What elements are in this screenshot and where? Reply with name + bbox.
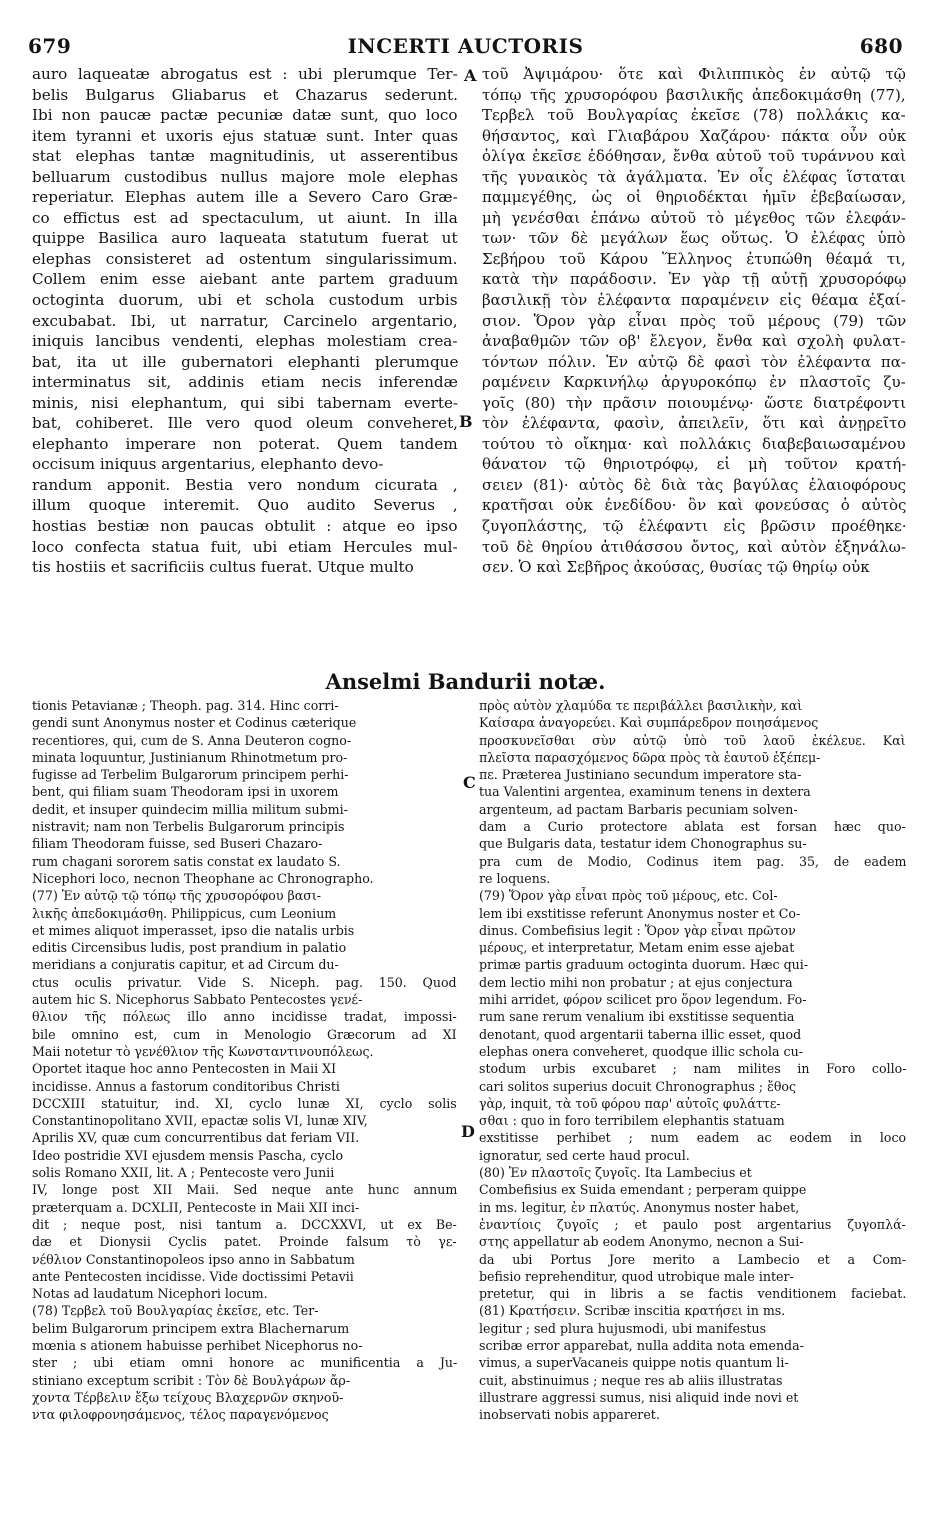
text-line: hostias bestiæ non paucas obtulit : atque eo ipso	[32, 517, 458, 536]
text-line: θήσαντος, καὶ Γλιαβάρου Χαζάρου· πάκτα οὖν οὐκ	[482, 126, 906, 145]
text-line: occisum iniquus argentarius, elephanto devo-	[32, 455, 384, 474]
text-line: octoginta duorum, ubi et schola custodum urbis	[32, 291, 458, 310]
text-line: elephanto imperare non poterat. Quem tandem	[32, 434, 458, 453]
text-line: πρὸς αὐτὸν χλαμύδα τε περιβάλλει βασιλικὴν, καὶ	[479, 698, 803, 713]
text-line: ante Pentecosten incidisse. Vide doctissimi Petavii	[32, 1268, 354, 1284]
text-line: autem hic S. Nicephorus Sabbato Pentecostes γενέ-	[32, 992, 363, 1008]
margin-letter-d: D	[461, 1122, 475, 1141]
text-line: σιον. Ὅρον γὰρ εἶναι πρὸς τοῦ μέρους (79) τῶν	[482, 311, 906, 330]
text-line: Ideo postridie XVI ejusdem mensis Pascha, cyclo	[32, 1147, 344, 1163]
text-line: ραμένειν Καρκινήλῳ ἀργυροκόπῳ ἐν πλαστοῖς ζυ-	[482, 373, 906, 392]
text-line: rum sane rerum venalium ibi exstitisse sequentia	[479, 1009, 795, 1025]
text-line: pretetur, qui in libris a se factis venditionem faciebat.	[479, 1286, 906, 1302]
text-line: denotant, quod argentarii taberna illic esset, quod	[479, 1026, 802, 1042]
text-line: πλεῖστα παρασχόμενος δῶρα πρὸς τὰ ἑαυτοῦ ἐξέπεμ-	[479, 749, 821, 765]
text-line: (81) Κρατήσειν. Scribæ inscitia κρατήσει in ms.	[479, 1303, 786, 1319]
text-line: μὴ γενέσθαι ἐπάνω αὐτοῦ τὸ μέγεθος τῶν ἐλεφάν-	[482, 208, 906, 227]
text-line: recentiores, qui, cum de S. Anna Deuteron cogno-	[32, 732, 352, 748]
text-line: iniquis lancibus vendenti, elephas molestiam crea-	[32, 332, 458, 351]
text-line: elephas onera conveheret, quodque illic schola cu-	[479, 1043, 803, 1059]
text-line: reperiatur. Elephas autem ille a Severo Caro Græ-	[32, 188, 458, 207]
text-line: Ibi non paucæ pactæ pecuniæ datæ sunt, quo loco	[32, 106, 458, 125]
text-line: των· τῶν δὲ μεγάλων ἕως οὕτως. Ὁ ἐλέφας ὑπὸ	[482, 229, 906, 248]
text-line: ζυγοπλάστης, τῷ ἐλέφαντι εἰς βρῶσιν προέθηκε·	[482, 517, 906, 536]
text-line: τοῦ δὲ θηρίου ἀτιθάσσου ὄντος, καὶ αὐτὸν ἐξηνάλω-	[482, 537, 906, 556]
text-line: interminatus sit, addinis etiam necis inferendæ	[32, 373, 458, 392]
text-line: Aprilis XV, quæ cum concurrentibus dat feriam VII.	[32, 1130, 360, 1146]
text-line: τούτου τὸ οἴκημα· καὶ πολλάκις διαβεβαιωσαμένου	[482, 434, 906, 453]
text-line: Καίσαρα ἀναγορεύει. Καὶ συμπάρεδρον ποιησάμενος	[479, 715, 819, 731]
text-line: dedit, et insuper quindecim millia militum submi-	[32, 801, 348, 817]
text-line: Notas ad laudatum Nicephori locum.	[32, 1286, 268, 1302]
text-line: τῆς γυναικὸς τὰ ἀγάλματα. Ἐν οἷς ἐλέφας ἵσταται	[482, 167, 906, 186]
text-line: (77) Ἐν αὐτῷ τῷ τόπῳ τῆς χρυσορόφου βασι-	[32, 888, 322, 904]
latin-translation-column	[32, 64, 458, 578]
greek-text-column	[482, 64, 906, 578]
text-line: scribæ error apparebat, nulla addita nota emenda-	[479, 1337, 804, 1353]
text-line: et mimes aliquot imperasset, ipso die natalis urbis	[32, 922, 355, 938]
text-line: IV, longe post XII Maii. Sed neque ante hunc annum	[32, 1182, 457, 1198]
text-line: Constantinopolitano XVII, epactæ solis VI, lunæ XIV,	[32, 1113, 368, 1129]
text-line: befisio reprehenditur, quod utrobique male inter-	[479, 1268, 794, 1284]
text-line: στης appellatur ab eodem Anonymo, necnon a Sui-	[479, 1234, 804, 1250]
text-line: λικῆς ἀπεδοκιμάσθη. Philippicus, cum Leonium	[32, 905, 337, 921]
text-line: tua Valentini argentea, examinum tenens in dextera	[479, 784, 811, 800]
margin-letter-a: A	[464, 66, 477, 85]
running-title: INCERTI AUCTORIS	[347, 34, 584, 58]
text-line: quippe Basilica auro laqueata statutum fuerat ut	[32, 229, 458, 248]
text-line: (78) Τερβελ τοῦ Βουλγαρίας ἐκεῖσε, etc. Ter-	[32, 1303, 319, 1319]
text-line: ignoratur, sed certe haud procul.	[479, 1147, 690, 1163]
text-line: ἀναβαθμῶν τῶν οβ' ἔλεγον, ἔνθα καὶ σχολὴ φυλατ-	[482, 332, 906, 351]
text-line: item tyranni et uxoris ejus statuæ sunt. Inter quas	[32, 126, 458, 145]
text-line: κατὰ τὴν παράδοσιν. Ἐν γὰρ τῇ αὐτῇ χρυσορόφῳ	[482, 270, 906, 289]
text-line: bat, cohiberet. Ille vero quod oleum conveheret,	[32, 414, 458, 433]
text-line: solis Romano XXII, lit. A ; Pentecoste vero Junii	[32, 1165, 335, 1181]
text-line: ctus oculis privatur. Vide S. Niceph. pag. 150. Quod	[32, 974, 457, 990]
text-line: lem ibi exstitisse referunt Anonymus noster et Co-	[479, 905, 801, 921]
text-line: dem lectio mihi non probatur ; at ejus conjectura	[479, 974, 793, 990]
text-line: tis hostiis et sacrificiis cultus fuerat. Utque multo	[32, 558, 414, 577]
text-line: dinus. Combefisius legit : Ὅρον γὰρ εἶναι πρῶτον	[479, 922, 796, 938]
text-line: dæ et Dionysii Cyclis patet. Proinde falsum τὸ γε-	[32, 1234, 457, 1250]
text-line: in ms. legitur, ἐν πλατύς. Anonymus noster habet,	[479, 1199, 800, 1215]
text-line: cari solitos superius docuit Chronographus ; ἔθος	[479, 1078, 797, 1094]
text-line: auro laqueatæ abrogatus est : ubi plerumque Ter-	[32, 65, 458, 83]
text-line: meridians a conjuratis capitur, et ad Circum du-	[32, 957, 339, 973]
text-line: excubabat. Ibi, ut narratur, Carcinelo argentario,	[32, 311, 458, 330]
text-line: bat, ita ut ille gubernatori elephanti plerumque	[32, 352, 458, 371]
text-line: stiniano exceptum scribit : Τὸν δὲ Βουλγάρων ἄρ-	[32, 1372, 351, 1388]
text-line: legitur ; sed plura hujusmodi, ubi manifestus	[479, 1320, 767, 1336]
text-line: re loquens.	[479, 870, 551, 886]
text-line: σεν. Ὁ καὶ Σεβῆρος ἀκούσας, θυσίας τῷ θηρίῳ οὐκ	[482, 558, 870, 577]
margin-letter-c: C	[463, 773, 476, 792]
text-line: cuit, abstinuimus ; neque res ab aliis illustratas	[479, 1372, 783, 1388]
notes-heading: Anselmi Bandurii notæ.	[325, 669, 606, 694]
text-line: (80) Ἐν πλαστοῖς ζυγοῖς. Ita Lambecius et	[479, 1165, 752, 1181]
notes-left-column	[32, 697, 457, 1423]
text-line: Τερβελ τοῦ Βουλγαρίας ἐκεῖσε (78) πολλάκις κα-	[482, 106, 906, 125]
text-line: gendi sunt Anonymus noster et Codinus cæterique	[32, 715, 357, 731]
text-line: μέρους, et interpretatur, Metam enim esse ajebat	[479, 940, 795, 956]
text-line: da ubi Portus Jore merito a Lambecio et a Com-	[479, 1251, 906, 1267]
page-number-left: 679	[28, 34, 72, 58]
text-line: προσκυνεῖσθαι σὺν αὐτῷ ὑπὸ τοῦ λαοῦ ἐκέλευε. Καὶ	[479, 732, 906, 748]
text-line: argenteum, ad pactam Barbaris pecuniam solven-	[479, 801, 798, 817]
text-line: ντα φιλοφρονησάμενος, τέλος παραγενόμενος	[32, 1407, 329, 1423]
page-number-right: 680	[859, 34, 903, 58]
notes-right-column	[479, 697, 906, 1423]
text-line: Collem enim esse aiebant ante partem graduum	[32, 270, 458, 289]
text-line: belis Bulgarus Gliabarus et Chazarus sederunt.	[32, 85, 458, 104]
text-line: belim Bulgarorum principem extra Blachernarum	[32, 1320, 350, 1336]
text-line: dit ; neque post, nisi tantum a. DCCXXVI, ut ex Be-	[32, 1216, 457, 1232]
text-line: nistravit; nam non Terbelis Bulgarorum principis	[32, 819, 345, 835]
text-line: DCCXIII statuitur, ind. XI, cyclo lunæ XI, cyclo solis	[32, 1095, 457, 1111]
text-line: filiam Theodoram fuisse, sed Buseri Chazaro-	[32, 836, 323, 852]
text-line: inobservati nobis appareret.	[479, 1407, 660, 1423]
text-line: vimus, a superVacaneis quippe notis quantum li-	[479, 1355, 789, 1371]
text-line: (79) Ὅρον γὰρ εἶναι πρὸς τοῦ μέρους, etc. Col-	[479, 888, 778, 904]
text-line: elephas consisteret ad ostentum singularissimum.	[32, 249, 458, 268]
text-line: γὰρ, inquit, τὰ τοῦ φόρου παρ' αὐτοῖς φυλάττε-	[479, 1095, 781, 1111]
text-line: πε. Præterea Justiniano secundum imperatore sta-	[479, 767, 802, 783]
text-line: primæ partis graduum octoginta duorum. Hæc qui-	[479, 957, 809, 973]
text-line: rum chagani sororem satis constat ex laudato S.	[32, 853, 341, 869]
text-line: βασιλικῇ τὸν ἐλέφαντα παραμένειν εἰς θέαμα ἐξαί-	[482, 291, 906, 310]
text-line: Combefisius ex Suida emendant ; perperam quippe	[479, 1182, 807, 1198]
text-line: incidisse. Annus a fastorum conditoribus Christi	[32, 1078, 340, 1094]
text-line: tionis Petavianæ ; Theoph. pag. 314. Hinc corri-	[32, 698, 339, 713]
text-line: randum apponit. Bestia vero nondum cicurata ,	[32, 475, 458, 494]
text-line: νέθλιον Constantinopoleos ipso anno in Sabbatum	[32, 1251, 355, 1267]
text-line: exstitisse perhibet ; num eadem ac eodem in loco	[479, 1130, 906, 1146]
text-line: Σεβήρου τοῦ Κάρου Ἕλληνος ἐτυπώθη θέαμά τι,	[482, 249, 906, 268]
text-line: dam a Curio protectore ablata est forsan hæc quo-	[479, 819, 906, 835]
text-line: que Bulgaris data, testatur idem Chonographus su-	[479, 836, 807, 852]
text-line: Oportet itaque hoc anno Pentecosten in Maii XI	[32, 1061, 337, 1077]
text-line: loco confecta statua fuit, ubi etiam Hercules mul-	[32, 537, 458, 556]
text-line: θλιον τῆς πόλεως illo anno incidisse tradat, impossi-	[32, 1009, 457, 1025]
text-line: Maii notetur τὸ γενέθλιον τῆς Κωνσταντινουπόλεως.	[32, 1043, 374, 1059]
text-line: ster ; ubi etiam omni honore ac munificentia a Ju-	[32, 1355, 457, 1371]
text-line: illum quoque interemit. Quo audito Severus ,	[32, 496, 458, 515]
running-head	[28, 34, 903, 58]
text-line: editis Circensibus ludis, post prandium in palatio	[32, 940, 347, 956]
text-line: ὀλίγα ἐκεῖσε ἐδόθησαν, ἔνθα αὐτοῦ τοῦ τυράννου καὶ	[482, 147, 906, 166]
text-line: γοῖς (80) τὴν πρᾶσιν ποιουμένῳ· ὥστε διατρέφοντι	[482, 393, 906, 412]
text-line: τὸν ἐλέφαντα, φασὶν, ἀπειλεῖν, ὅτι καὶ ἀνῃρεῖτο	[482, 414, 906, 433]
text-line: παμμεγέθης, ὡς οἱ θηριοδέκται ἡμῖν ἐβεβαίωσαν,	[482, 188, 906, 207]
text-line: stodum urbis excubaret ; nam milites in Foro collo-	[479, 1061, 906, 1077]
text-line: bent, qui filiam suam Theodoram ipsi in uxorem	[32, 784, 339, 800]
text-line: fugisse ad Terbelim Bulgarorum principem perhi-	[32, 767, 349, 783]
text-line: stat elephas tantæ magnitudinis, ut asserentibus	[32, 147, 458, 166]
text-line: τοῦ Ἀψιμάρου· ὅτε καὶ Φιλιππικὸς ἐν αὐτῷ τῷ	[482, 65, 906, 83]
text-line: χοντα Τέρβελιν ἔξω τείχους Βλαχερνῶν σκηνοῦ-	[32, 1389, 344, 1405]
text-line: σειεν (81)· αὐτὸς δὲ διὰ τὰς βαγύλας ἐλαιοφόρους	[482, 475, 906, 494]
text-line: minis, nisi elephantum, qui sibi tabernam everte-	[32, 393, 458, 412]
text-line: κρατῆσαι οὐκ ἐνεδίδου· ὃν καὶ φονεύσας ὁ αὐτὸς	[482, 496, 906, 515]
text-line: minata loquuntur, Justinianum Rhinotmetum pro-	[32, 749, 348, 765]
text-line: τόντων πόλιν. Ἐν αὐτῷ δὲ φασὶ τὸν ἐλέφαντα πα-	[482, 352, 906, 371]
text-line: co effictus est ad spectaculum, ut aiunt. In illa	[32, 208, 458, 227]
text-line: belluarum custodibus nullus majore mole elephas	[32, 167, 458, 186]
text-line: pra cum de Modio, Codinus item pag. 35, de eadem	[479, 853, 906, 869]
text-line: illustrare aggressi sumus, nisi aliquid inde novi et	[479, 1389, 799, 1405]
text-line: ἐναντίοις ζυγοῖς ; et paulo post argentarius ζυγοπλά-	[479, 1216, 906, 1232]
text-line: bile omnino est, cum in Menologio Græcorum ad XI	[32, 1026, 457, 1042]
text-line: Nicephori loco, necnon Theophane ac Chronographo.	[32, 870, 374, 886]
margin-letter-b: B	[459, 412, 473, 431]
text-line: σθαι : quo in foro terribilem elephantis statuam	[479, 1113, 785, 1129]
text-line: τόπῳ τῆς χρυσορόφου βασιλικῆς ἀπεδοκιμάσθη (77),	[482, 85, 906, 104]
text-line: præterquam a. DCXLII, Pentecoste in Maii XII inci-	[32, 1199, 360, 1215]
text-line: mœnia s ationem habuisse perhibet Nicephorus no-	[32, 1337, 363, 1353]
text-line: θάνατον τῷ θηριοτρόφῳ, εἰ μὴ τοῦτον κρατή-	[482, 455, 906, 474]
text-line: mihi arridet, φόρον scilicet pro ὅρον legendum. Fo-	[479, 992, 807, 1008]
